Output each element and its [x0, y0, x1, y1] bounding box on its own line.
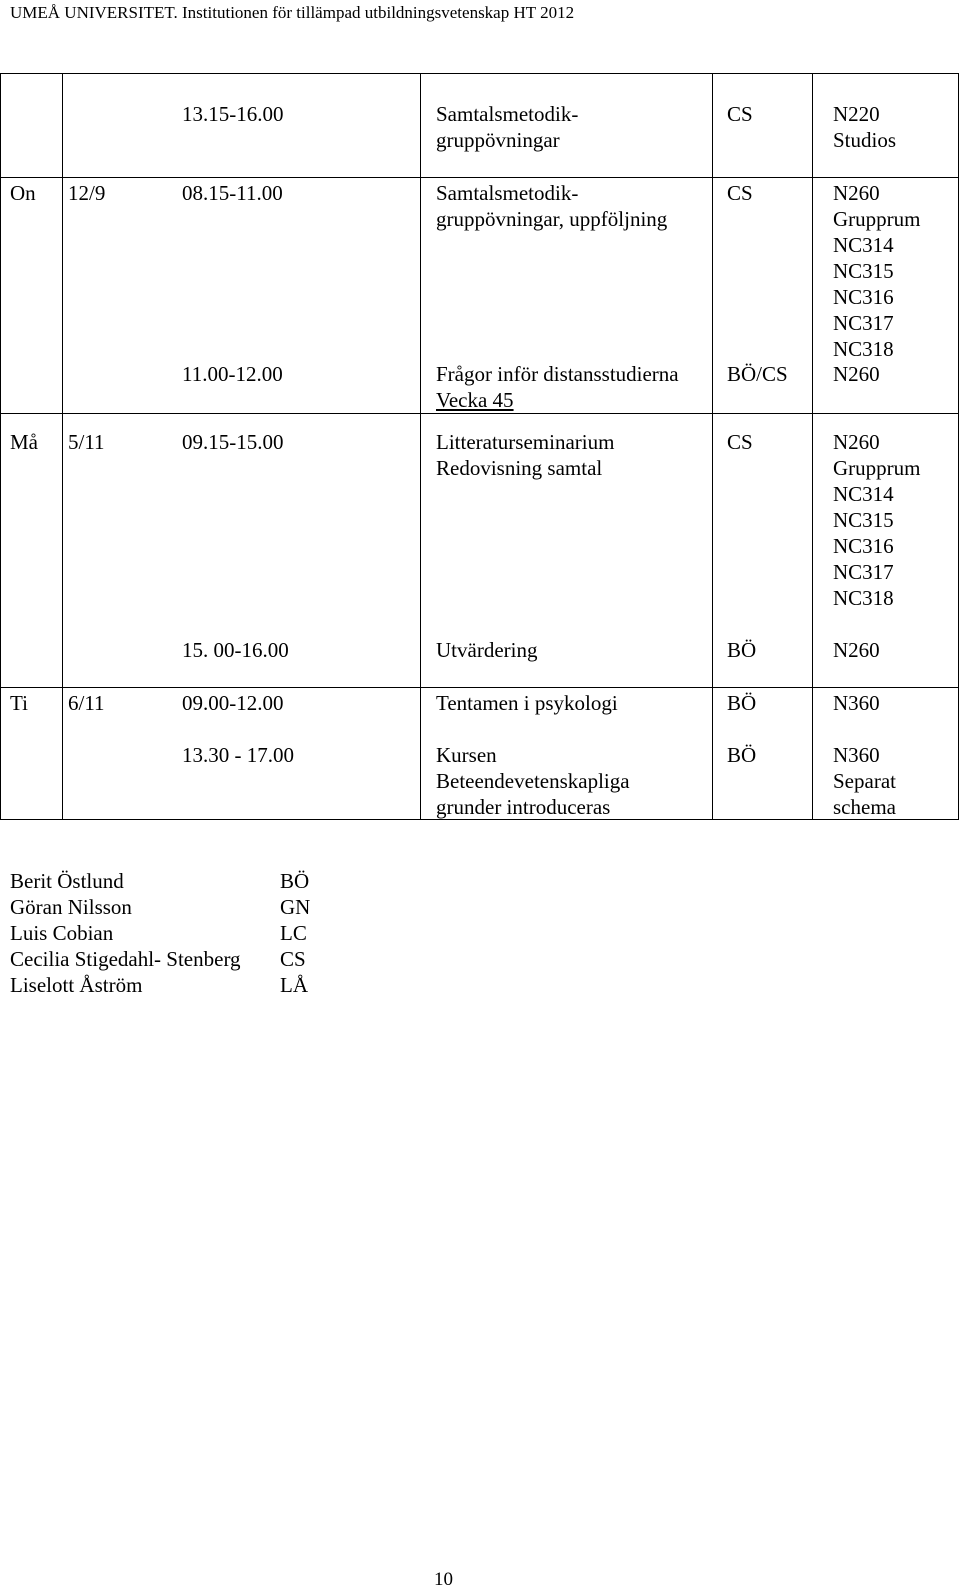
date-cell: 5/11: [68, 430, 105, 454]
activity-line: Samtalsmetodik-: [436, 181, 579, 205]
table-col-rule: [712, 73, 713, 820]
activity-line: grunder introduceras: [436, 795, 611, 819]
teacher-cell: BÖ/CS: [727, 362, 788, 386]
room-line: Grupprum: [833, 207, 921, 231]
room-cell: [833, 742, 896, 820]
legend-abbr: LC: [280, 921, 307, 945]
legend-name: Berit Östlund: [10, 869, 124, 893]
time-cell: 13.15-16.00: [182, 102, 284, 126]
teacher-cell: BÖ: [727, 743, 757, 767]
room-line: Grupprum: [833, 456, 921, 480]
table-col-rule: [420, 73, 421, 820]
activity-line: gruppövningar: [436, 128, 560, 152]
activity-cell: Frågor inför distansstudierna: [436, 362, 679, 386]
room-line: NC314: [833, 482, 894, 506]
legend-item: [10, 894, 311, 920]
time-cell: 13.30 - 17.00: [182, 743, 294, 767]
table-col-rule: [812, 73, 813, 820]
page-header: UMEÅ UNIVERSITET. Institutionen för tillämpad utbildningsvetenskap HT 2012: [10, 3, 575, 22]
week-label: Vecka 45: [436, 388, 514, 412]
table-top-rule: [0, 73, 958, 74]
room-line: NC317: [833, 560, 894, 584]
time-cell: 09.15-15.00: [182, 430, 284, 454]
room-line: Separat: [833, 769, 896, 793]
activity-line: Samtalsmetodik-: [436, 102, 579, 126]
room-line: NC317: [833, 311, 894, 335]
teacher-cell: BÖ: [727, 638, 757, 662]
activity-cell: [436, 429, 614, 481]
legend-item: [10, 868, 310, 894]
legend-abbr: CS: [280, 947, 306, 971]
table-col-rule: [958, 73, 959, 820]
time-cell: 09.00-12.00: [182, 691, 284, 715]
day-cell: Ti: [10, 691, 28, 715]
room-cell: N360: [833, 691, 880, 715]
activity-cell: [436, 742, 630, 820]
legend-abbr: GN: [280, 895, 311, 919]
legend-item: [10, 946, 306, 972]
day-cell: On: [10, 181, 36, 205]
time-cell: 15. 00-16.00: [182, 638, 289, 662]
activity-cell: Utvärdering: [436, 638, 538, 662]
room-line: schema: [833, 795, 896, 819]
page-number: 10: [434, 1569, 453, 1590]
legend-item: [10, 920, 307, 946]
room-line: NC318: [833, 586, 894, 610]
legend-name: Liselott Åström: [10, 973, 143, 997]
table-row-rule: [0, 687, 958, 688]
day-cell: Må: [10, 430, 38, 454]
legend-item: [10, 972, 308, 998]
activity-cell: Tentamen i psykologi: [436, 691, 618, 715]
date-cell: 6/11: [68, 691, 105, 715]
time-cell: 08.15-11.00: [182, 181, 283, 205]
teacher-legend: [10, 868, 311, 998]
date-cell: 12/9: [68, 181, 106, 205]
teacher-cell: CS: [727, 181, 753, 205]
room-line: NC315: [833, 259, 894, 283]
room-line: NC314: [833, 233, 894, 257]
room-cell: [833, 429, 921, 611]
room-line: N260: [833, 181, 880, 205]
table-col-rule: [62, 73, 63, 820]
time-cell: 11.00-12.00: [182, 362, 283, 386]
table-row-rule: [0, 413, 958, 414]
teacher-cell: CS: [727, 102, 753, 126]
room-line: N220: [833, 102, 880, 126]
activity-line: Beteendevetenskapliga: [436, 769, 630, 793]
room-line: NC315: [833, 508, 894, 532]
activity-line: Litteraturseminarium: [436, 430, 615, 454]
room-line: N260: [833, 430, 880, 454]
teacher-cell: BÖ: [727, 691, 757, 715]
room-cell: N260: [833, 638, 880, 662]
room-line: NC318: [833, 337, 894, 361]
legend-name: Göran Nilsson: [10, 895, 132, 919]
table-col-rule: [0, 73, 1, 820]
room-line: Studios: [833, 128, 897, 152]
room-line: NC316: [833, 534, 894, 558]
table-row-rule: [0, 177, 958, 178]
legend-abbr: BÖ: [280, 869, 310, 893]
room-cell: [833, 180, 921, 362]
legend-name: Luis Cobian: [10, 921, 114, 945]
room-cell: N260: [833, 362, 880, 386]
teacher-cell: CS: [727, 430, 753, 454]
room-cell: [833, 101, 896, 153]
activity-line: Redovisning samtal: [436, 456, 603, 480]
legend-abbr: LÅ: [280, 973, 308, 997]
activity-line: Kursen: [436, 743, 497, 767]
room-line: N360: [833, 743, 880, 767]
activity-cell: [436, 180, 667, 232]
room-line: NC316: [833, 285, 894, 309]
legend-name: Cecilia Stigedahl- Stenberg: [10, 947, 241, 971]
activity-cell: [436, 101, 578, 153]
activity-line: gruppövningar, uppföljning: [436, 207, 668, 231]
